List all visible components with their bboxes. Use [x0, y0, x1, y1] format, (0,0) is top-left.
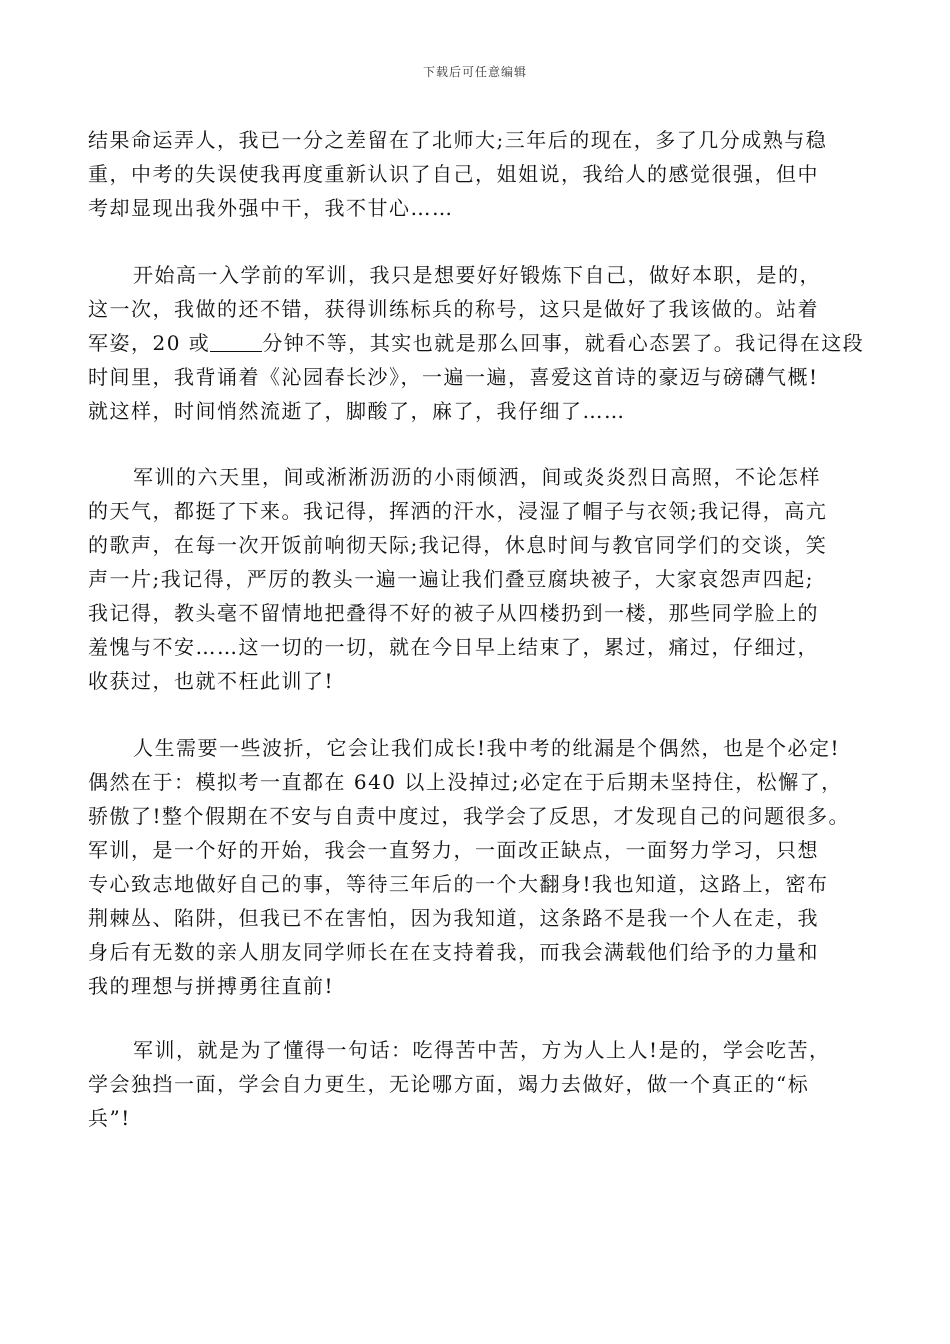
text-line: 我记得，教头毫不留情地把叠得不好的被子从四楼扔到一楼，那些同学脸上的 — [88, 601, 819, 625]
text-line: 考却显现出我外强中干，我不甘心…… — [88, 196, 454, 220]
paragraph-5 — [88, 1033, 878, 1135]
text-segment: 分钟不等，其实也就是那么回事，就看心态罢了。我记得在这段 — [262, 331, 865, 355]
text-line: 学会独挡一面，学会自力更生，无论哪方面，竭力去做好，做一个真正的“标 — [88, 1072, 810, 1096]
text-line: 专心致志地做好自己的事，等待三年后的一个大翻身!我也知道，这路上，密布 — [88, 872, 829, 896]
blank-underline — [210, 329, 262, 352]
text-line: 的歌声，在每一次开饭前响彻天际;我记得，休息时间与教官同学们的交谈，笑 — [88, 533, 828, 557]
paragraph-4 — [88, 731, 878, 1003]
paragraph-1 — [88, 123, 878, 225]
paragraph-2 — [88, 258, 878, 428]
text-line: 结果命运弄人，我已一分之差留在了北师大;三年后的现在，多了几分成熟与稳 — [88, 128, 828, 152]
paragraph-3 — [88, 460, 878, 698]
text-line: 重，中考的失误使我再度重新认识了自己，姐姐说，我给人的感觉很强，但中 — [88, 162, 819, 186]
text-line: 身后有无数的亲人朋友同学师长在在支持着我，而我会满载他们给予的力量和 — [88, 940, 819, 964]
text-line: 时间里，我背诵着《沁园春长沙》，一遍一遍，喜爱这首诗的豪迈与磅礴气概! — [88, 365, 819, 389]
text-line: 军训，是一个好的开始，我会一直努力，一面改正缺点，一面努力学习，只想 — [88, 838, 819, 862]
text-line: 荆棘丛、陷阱，但我已不在害怕，因为我知道，这条路不是我一个人在走，我 — [88, 906, 819, 930]
text-line: 我的理想与拼搏勇往直前! — [88, 974, 335, 998]
text-line: 这一次，我做的还不错，获得训练标兵的称号，这只是做好了我该做的。站着 — [88, 297, 819, 321]
text-line: 的天气，都挺了下来。我记得，挥洒的汗水，浸湿了帽子与衣领;我记得，高亢 — [88, 499, 828, 523]
text-line: 人生需要一些波折，它会让我们成长!我中考的纰漏是个偶然，也是个必定! — [133, 736, 841, 760]
text-line: 就这样，时间悄然流逝了，脚酸了，麻了，我仔细了…… — [88, 399, 626, 423]
text-line: 羞愧与不安……这一切的一切，就在今日早上结束了，累过，痛过，仔细过， — [88, 635, 819, 659]
text-line: 军训的六天里，间或淅淅沥沥的小雨倾洒，间或炎炎烈日高照，不论怎样 — [133, 465, 821, 489]
page-header: 下载后可任意编辑 — [422, 65, 527, 79]
text-line: 声一片;我记得，严厉的教头一遍一遍让我们叠豆腐块被子，大家哀怨声四起; — [88, 567, 814, 591]
text-line: 偶然在于：模拟考一直都在 640 以上没掉过;必定在于后期未坚持住，松懈了， — [88, 770, 843, 794]
text-line-with-blank — [88, 326, 878, 360]
text-line: 军训，就是为了懂得一句话：吃得苦中苦，方为人上人!是的，学会吃苦， — [133, 1038, 831, 1062]
text-line: 兵”! — [88, 1106, 131, 1130]
text-segment: 军姿，20 或 — [88, 331, 211, 355]
text-line: 骄傲了!整个假期在不安与自责中度过，我学会了反思，才发现自己的问题很多。 — [88, 804, 851, 828]
text-line: 收获过，也就不枉此训了! — [88, 669, 335, 693]
text-line: 开始高一入学前的军训，我只是想要好好锻炼下自己，做好本职，是的， — [133, 263, 821, 287]
